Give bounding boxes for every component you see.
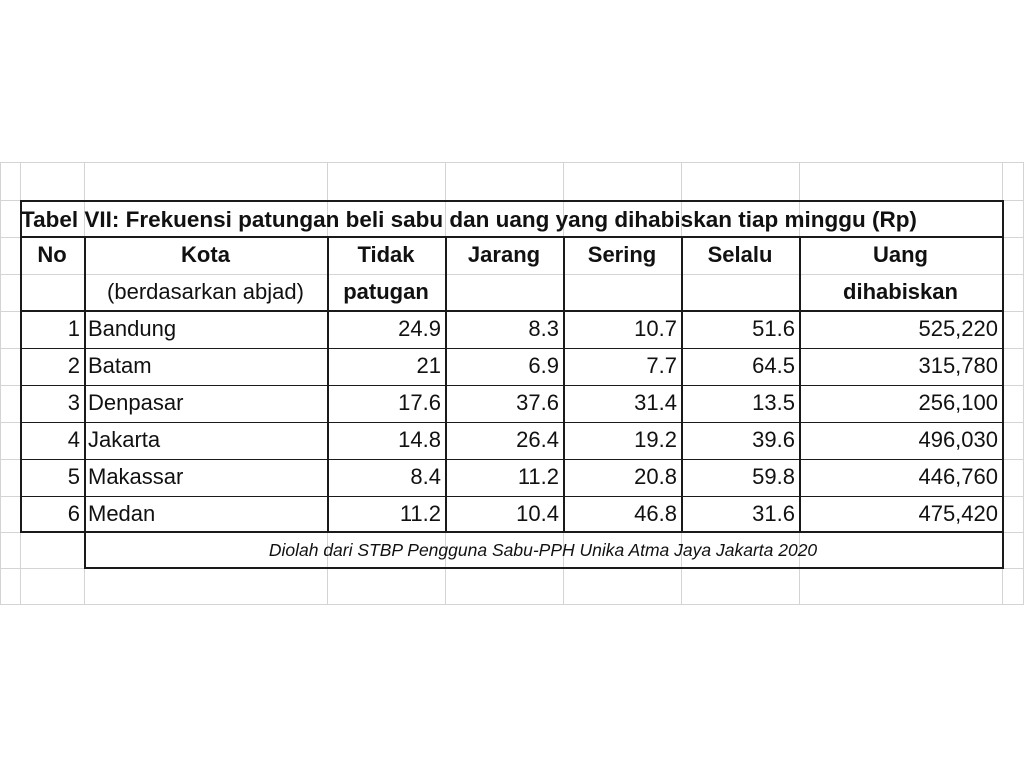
cell-kota: Jakarta	[88, 427, 161, 452]
cell-jarang: 6.9	[528, 353, 559, 378]
cell-tidak: 8.4	[410, 464, 441, 489]
cell-no: 5	[67, 464, 80, 489]
gridline-horizontal	[0, 604, 1024, 605]
cell-tidak: 21	[416, 353, 441, 378]
cell-tidak: 14.8	[398, 427, 441, 452]
cell-no: 6	[67, 501, 80, 526]
cell-sering: 20.8	[634, 464, 677, 489]
header-kota-line2: (berdasarkan abjad)	[107, 279, 304, 304]
cell-uang: 446,760	[918, 464, 998, 489]
header-sering-line2	[563, 274, 681, 310]
cell-tidak: 11.2	[399, 501, 441, 526]
cell-kota: Medan	[88, 501, 156, 526]
cell-selalu: 59.8	[752, 464, 795, 489]
cell-no: 1	[67, 316, 80, 341]
header-jarang-line1: Jarang	[467, 242, 541, 267]
border-right	[1002, 200, 1004, 569]
cell-uang: 525,220	[918, 316, 998, 341]
cell-selalu: 39.6	[752, 427, 795, 452]
header-jarang-line2	[445, 274, 563, 310]
cell-uang: 475,420	[918, 501, 998, 526]
header-sering-line1: Sering	[587, 242, 657, 267]
cell-selalu: 64.5	[752, 353, 795, 378]
cell-jarang: 37.6	[516, 390, 559, 415]
header-selalu-line1: Selalu	[707, 242, 773, 267]
cell-uang: 496,030	[918, 427, 998, 452]
cell-no: 2	[67, 353, 80, 378]
cell-uang: 256,100	[918, 390, 998, 415]
cell-jarang: 26.4	[516, 427, 559, 452]
cell-uang: 315,780	[918, 353, 998, 378]
cell-sering: 46.8	[634, 501, 677, 526]
header-no-line1: No	[37, 242, 67, 267]
cell-kota: Bandung	[88, 316, 177, 341]
cell-jarang: 10.4	[516, 501, 559, 526]
cell-no: 3	[67, 390, 80, 415]
header-tidak-line2: patugan	[343, 279, 429, 304]
cell-sering: 7.7	[646, 353, 677, 378]
header-selalu-line2	[681, 274, 799, 310]
cell-selalu: 51.6	[752, 316, 795, 341]
header-tidak-line1: Tidak	[357, 242, 415, 267]
table-title: Tabel VII: Frekuensi patungan beli sabu dan uang yang dihabiskan tiap minggu (Rp)	[21, 207, 917, 232]
cell-sering: 31.4	[634, 390, 677, 415]
header-kota-line1: Kota	[181, 242, 230, 267]
header-uang-line2: dihabiskan	[843, 279, 958, 304]
cell-selalu: 31.6	[752, 501, 795, 526]
cell-sering: 10.7	[634, 316, 677, 341]
cell-no: 4	[67, 427, 80, 452]
cell-tidak: 17.6	[398, 390, 441, 415]
cell-selalu: 13.5	[752, 390, 795, 415]
cell-kota: Denpasar	[88, 390, 184, 415]
header-uang-line1: Uang	[873, 242, 928, 267]
source-note: Diolah dari STBP Pengguna Sabu-PPH Unika Atma Jaya Jakarta 2020	[268, 540, 818, 560]
cell-jarang: 8.3	[528, 316, 559, 341]
header-no-line2	[20, 274, 84, 310]
cell-jarang: 11.2	[517, 464, 559, 489]
cell-sering: 19.2	[634, 427, 677, 452]
cell-tidak: 24.9	[398, 316, 441, 341]
gridline-horizontal	[0, 162, 1024, 163]
cell-kota: Makassar	[88, 464, 184, 489]
gridline-vertical	[0, 162, 1, 604]
cell-kota: Batam	[88, 353, 152, 378]
